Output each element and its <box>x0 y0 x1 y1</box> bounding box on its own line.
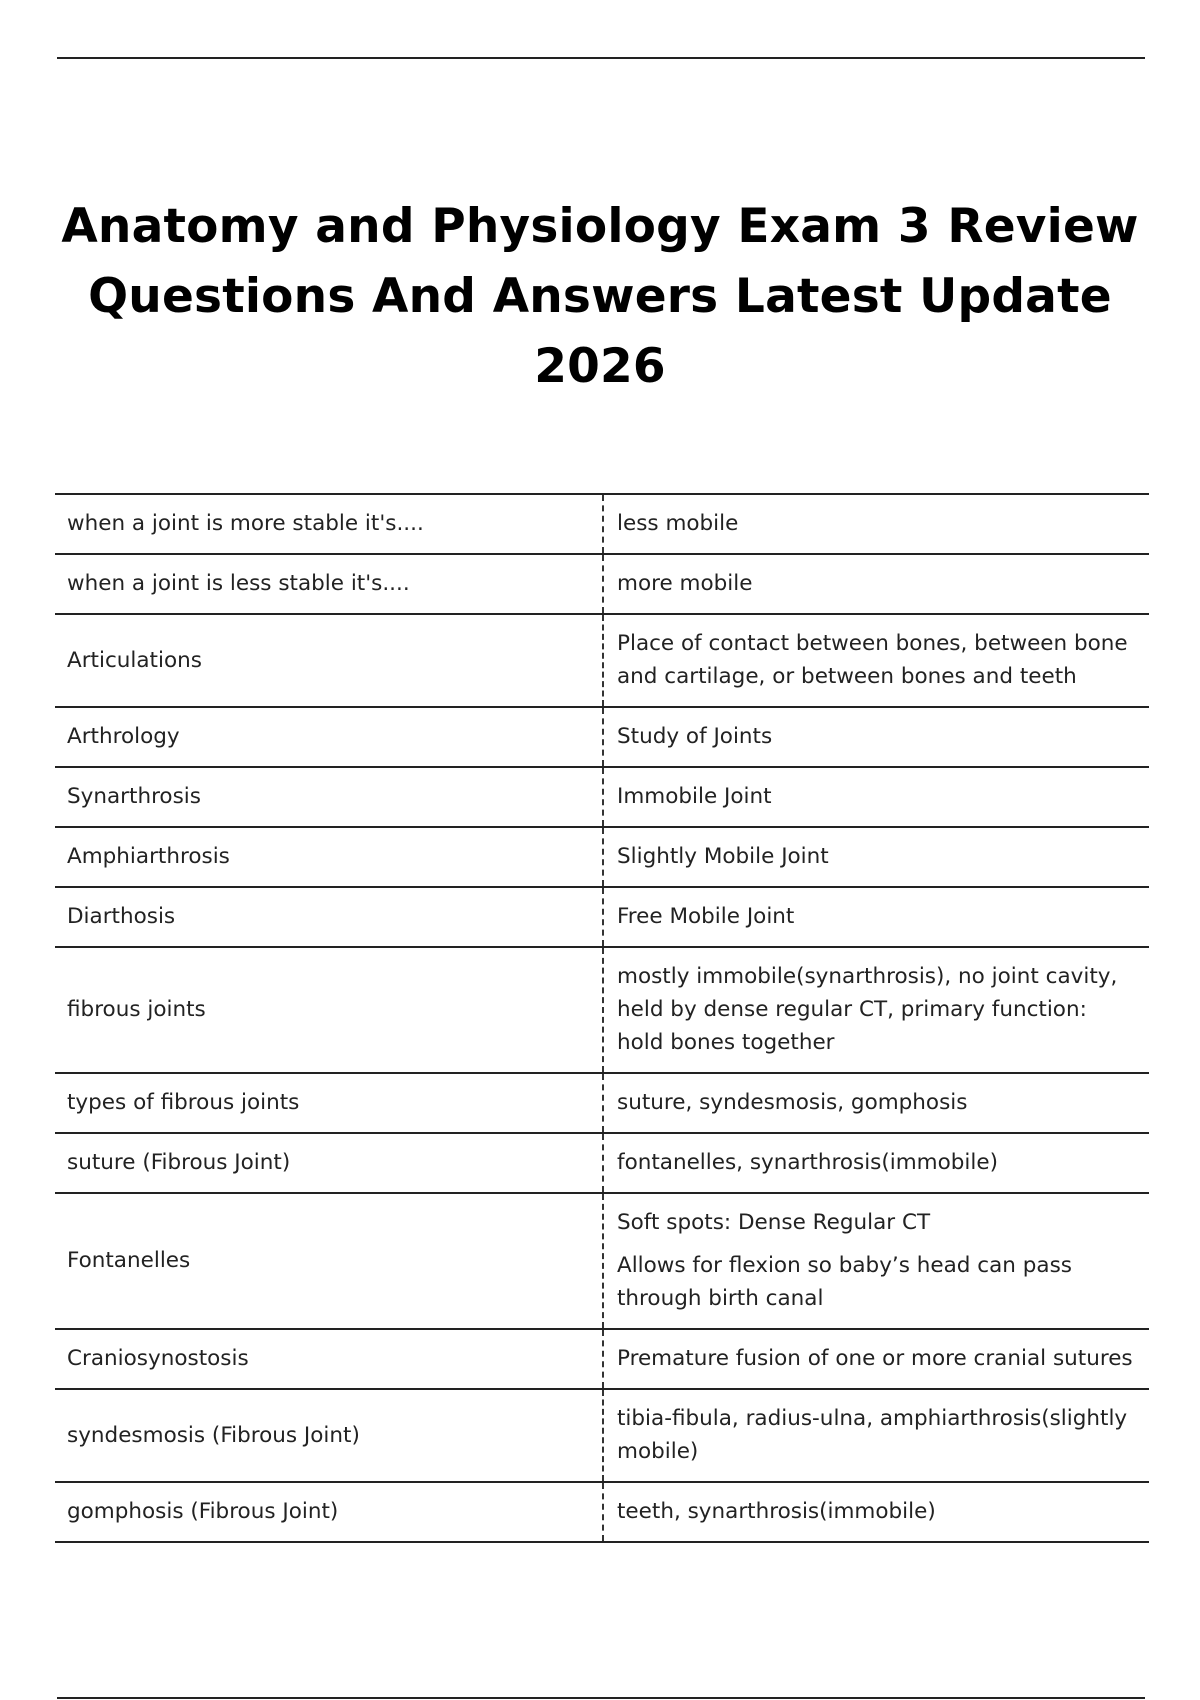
term-cell: Amphiarthrosis <box>55 827 603 887</box>
term-cell: Arthrology <box>55 707 603 767</box>
definition-text: Place of contact between bones, between bone and cartilage, or between bones and teeth <box>617 631 1128 689</box>
definition-text: tibia-fibula, radius-ulna, amphiarthrosis(slightly mobile) <box>617 1406 1128 1464</box>
table-row <box>55 1193 1149 1329</box>
table-row <box>55 1329 1149 1389</box>
definition-text: Immobile Joint <box>617 784 772 809</box>
definition-text: more mobile <box>617 571 753 596</box>
table-row <box>55 707 1149 767</box>
definition-cell <box>603 767 1149 827</box>
qa-table <box>55 493 1149 1543</box>
definition-cell <box>603 1133 1149 1193</box>
term-cell: fibrous joints <box>55 947 603 1073</box>
definition-text: less mobile <box>617 511 739 536</box>
definition-cell <box>603 947 1149 1073</box>
definition-cell <box>603 614 1149 707</box>
table-row <box>55 947 1149 1073</box>
term-cell: types of fibrous joints <box>55 1073 603 1133</box>
term-cell: when a joint is less stable it's.... <box>55 554 603 614</box>
term-cell: syndesmosis (Fibrous Joint) <box>55 1389 603 1482</box>
definition-cell <box>603 1073 1149 1133</box>
definition-cell <box>603 887 1149 947</box>
title-line-3: 2026 <box>534 339 666 394</box>
term-cell: Craniosynostosis <box>55 1329 603 1389</box>
table-row <box>55 614 1149 707</box>
definition-text: Study of Joints <box>617 724 773 749</box>
definition-cell <box>603 554 1149 614</box>
top-rule <box>57 57 1145 59</box>
definition-text: Slightly Mobile Joint <box>617 844 829 869</box>
table-row <box>55 1482 1149 1542</box>
definition-text: mostly immobile(synarthrosis), no joint cavity, held by dense regular CT, primary function: hold bones together <box>617 964 1118 1055</box>
table-row <box>55 827 1149 887</box>
term-cell: Fontanelles <box>55 1193 603 1329</box>
document-title <box>60 192 1140 402</box>
definition-text: teeth, synarthrosis(immobile) <box>617 1499 936 1524</box>
table-row <box>55 767 1149 827</box>
definition-cell <box>603 1389 1149 1482</box>
definition-text: fontanelles, synarthrosis(immobile) <box>617 1150 998 1175</box>
table-row <box>55 1133 1149 1193</box>
title-line-1: Anatomy and Physiology Exam 3 Review <box>61 199 1139 254</box>
table-row <box>55 1073 1149 1133</box>
term-cell: Synarthrosis <box>55 767 603 827</box>
definition-cell <box>603 1193 1149 1329</box>
definition-text: suture, syndesmosis, gomphosis <box>617 1090 968 1115</box>
definition-cell <box>603 1482 1149 1542</box>
definition-cell <box>603 827 1149 887</box>
table-row <box>55 494 1149 554</box>
definition-cell <box>603 494 1149 554</box>
term-cell: Diarthosis <box>55 887 603 947</box>
table-row <box>55 887 1149 947</box>
definition-cell <box>603 707 1149 767</box>
definition-text: Soft spots: Dense Regular CT <box>617 1210 931 1235</box>
table-row <box>55 554 1149 614</box>
term-cell: Articulations <box>55 614 603 707</box>
definition-cell <box>603 1329 1149 1389</box>
term-cell: when a joint is more stable it's.... <box>55 494 603 554</box>
title-line-2: Questions And Answers Latest Update <box>88 269 1112 324</box>
definition-text: Premature fusion of one or more cranial sutures <box>617 1346 1133 1371</box>
bottom-rule <box>57 1697 1145 1699</box>
table-row <box>55 1389 1149 1482</box>
definition-text: Free Mobile Joint <box>617 904 795 929</box>
qa-table-body <box>55 494 1149 1542</box>
term-cell: gomphosis (Fibrous Joint) <box>55 1482 603 1542</box>
term-cell: suture (Fibrous Joint) <box>55 1133 603 1193</box>
definition-text: Allows for flexion so baby’s head can pass through birth canal <box>617 1253 1072 1311</box>
